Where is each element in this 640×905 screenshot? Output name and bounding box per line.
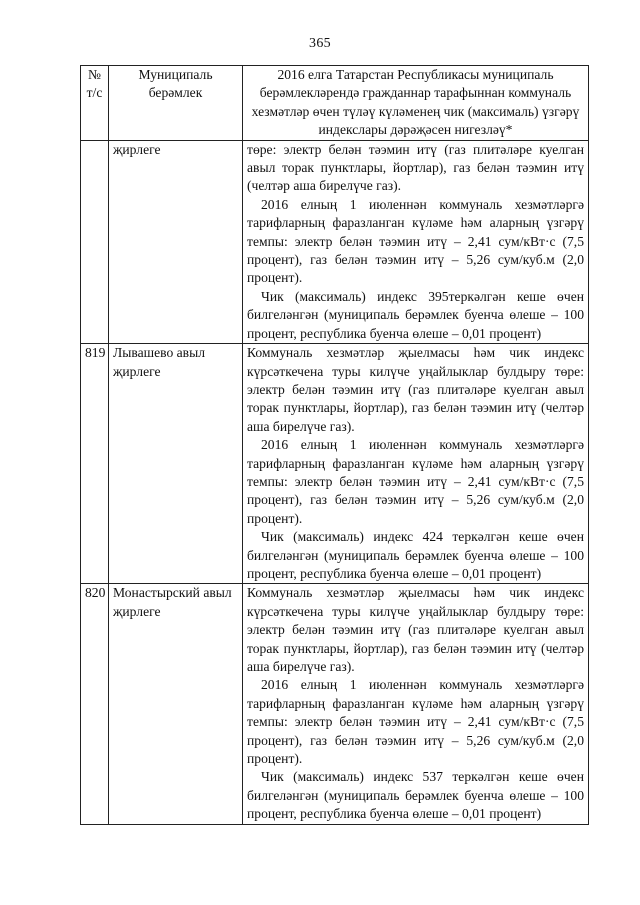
table-row <box>81 584 589 824</box>
column-header-municipality: Муниципаль берәмлек <box>109 66 243 141</box>
justification-paragraph: Коммуналь хезмәтләр җыелмасы һәм чик индекс күрсәткечена туры килүче уңайлыклар булдыру төре: электр белән тәэмин итү (газ плитәләре куелган авыл торак пунктлары, йортлар), газ белән тәэмин итү (челтәр аша бирелүче газ). <box>247 345 584 434</box>
table-row <box>81 140 589 343</box>
row-number: 819 <box>81 344 109 584</box>
municipality-name: җирлеге <box>109 140 243 343</box>
municipality-name: Монастырский авыл җирлеге <box>109 584 243 824</box>
document-table <box>80 65 589 825</box>
justification-paragraph: 2016 елның 1 июленнән коммуналь хезмәтләргә тарифларның фаразланган күләме һәм аларның үзгәрү темпы: электр белән тәэмин итү – 2,41 сум/кВт·с (7,5 процент), газ белән тәэмин итү – 5,26 сум/куб.м (2,0 процент). <box>247 196 584 286</box>
page-number: 365 <box>309 36 331 51</box>
column-header-number: № т/с <box>81 66 109 141</box>
justification-paragraph: төре: электр белән тәэмин итү (газ плитәләре куелган авыл торак пунктлары, йортлар), газ белән тәэмин итү (челтәр аша бирелүче газ). <box>247 141 584 194</box>
justification-cell <box>243 344 589 584</box>
justification-paragraph: Чик (максималь) индекс 537 теркәлгән кеше өчен билгеләнгән (муниципаль берәмлек буенча өлеше – 100 процент, республика буенча өлеше – 0,01 процент) <box>247 769 584 822</box>
justification-cell <box>243 584 589 824</box>
justification-cell <box>243 140 589 343</box>
municipality-name: Лывашево авыл җирлеге <box>109 344 243 584</box>
row-number <box>81 140 109 343</box>
column-header-justification: 2016 елга Татарстан Республикасы муниципаль берәмлекләрендә гражданнар тарафыннан коммуналь хезмәтләр өчен түләү күләменең чик (максималь) үзгәрү индекслары дәрәҗәсен нигезләү* <box>243 66 589 141</box>
table-header-row <box>81 66 589 141</box>
justification-paragraph: Коммуналь хезмәтләр җыелмасы һәм чик индекс күрсәткечена туры килүче уңайлыклар булдыру төре: электр белән тәэмин итү (газ плитәләре куелган авыл торак пунктлары, йортлар), газ белән тәэмин итү (челтәр аша бирелүче газ). <box>247 585 584 674</box>
justification-paragraph: Чик (максималь) индекс 424 теркәлгән кеше өчен билгеләнгән (муниципаль берәмлек буенча өлеше – 100 процент, республика буенча өлеше – 0,01 процент) <box>247 529 584 581</box>
row-number: 820 <box>81 584 109 824</box>
justification-paragraph: 2016 елның 1 июленнән коммуналь хезмәтләргә тарифларның фаразланган күләме һәм аларның үзгәрү темпы: электр белән тәэмин итү – 2,41 сум/кВт·с (7,5 процент), газ белән тәэмин итү – 5,26 сум/куб.м (2,0 процент). <box>247 437 584 526</box>
justification-paragraph: 2016 елның 1 июленнән коммуналь хезмәтләргә тарифларның фаразланган күләме һәм аларның үзгәрү темпы: электр белән тәэмин итү – 2,41 сум/кВт·с (7,5 процент), газ белән тәэмин итү – 5,26 сум/куб.м (2,0 процент). <box>247 677 584 767</box>
table-row <box>81 344 589 584</box>
justification-paragraph: Чик (максималь) индекс 395теркәлгән кеше өчен билгеләнгән (муниципаль берәмлек буенча өлеше – 100 процент, республика буенча өлеше – 0,01 процент) <box>247 288 584 341</box>
